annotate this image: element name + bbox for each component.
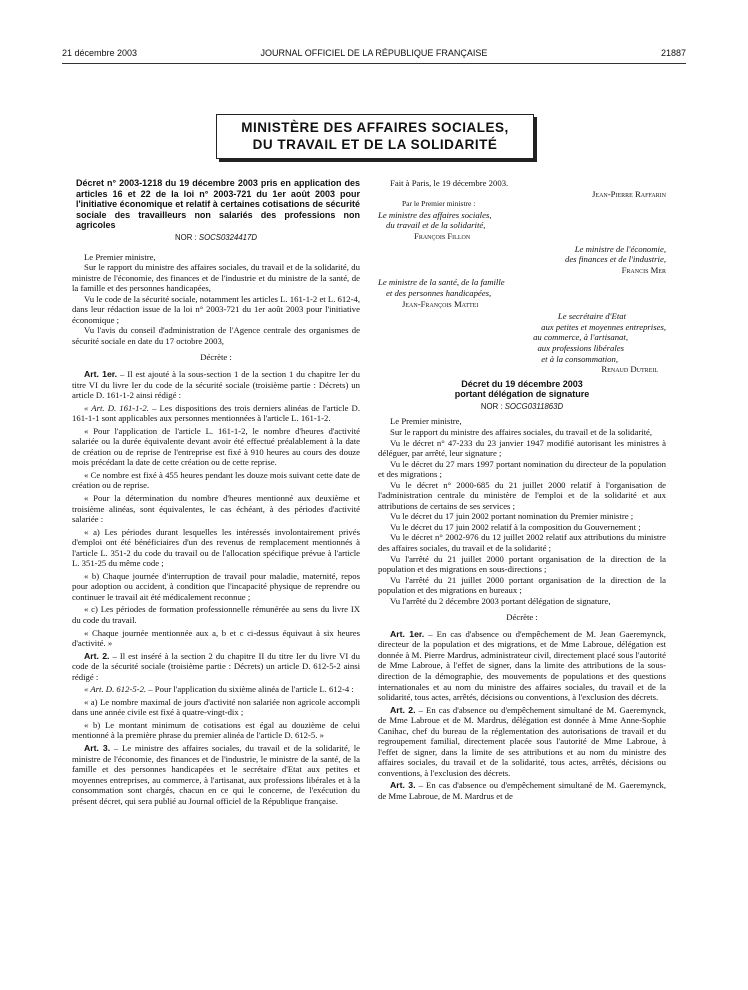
signature-sec-line4: aux professions libérales bbox=[537, 342, 624, 353]
decree1-nor-label: NOR : bbox=[175, 232, 197, 242]
signature-min-social-line1: Le ministre des affaires sociales, bbox=[378, 209, 492, 220]
header-page-number: 21887 bbox=[660, 48, 686, 58]
decree2-title-line-1: Décret du 19 décembre 2003 bbox=[461, 378, 583, 389]
signature-min-sante-name: Jean-François Mattei bbox=[402, 298, 479, 309]
decree1-art1-para: « c) Les périodes de formation professionnelle rémunérée au sens du livre IX du code du travail. bbox=[72, 604, 360, 626]
decree1-article-1 bbox=[72, 369, 360, 401]
article-text: – En cas d'absence ou d'empêchement simultané de M. Gaeremynck, de Mme Labroue et de M. Mardrus, délégation est donnée à Mme Anne-Sophie Canihac, chef du bureau de la réglementation des autorisations de travail et du regroupement familial, directement placée sous l'autorité de Mme Labroue, à l'effet de signer, dans la limite de ses attributions et au nom du ministre des affaires sociales, du travail et de la solidarité, tous actes, arrêtés, décisions ou conventions, à l'exclusion des décrets. bbox=[378, 704, 667, 778]
decree2-nor bbox=[378, 402, 666, 413]
quote-text: – Les dispositions des trois derniers alinéas de l'article D. 161-1-1 sont applicables aux personnes mentionnées à l'article L. 161-1-2. bbox=[72, 402, 360, 424]
signature-min-social-line2: du travail et de la solidarité, bbox=[386, 220, 486, 231]
article-label: Art. 2. bbox=[84, 650, 110, 661]
decree1-nor bbox=[72, 233, 360, 244]
article-label: Art. 2. bbox=[390, 704, 416, 715]
article-text: – Le ministre des affaires sociales, du travail et de la solidarité, le ministre de l'économie, des finances et de l'industrie, le ministre de la santé, de la famille et des personnes handicapées et le secrétaire d'Etat aux petites et moyennes entreprises, au commerce, à l'artisanat, aux professions libérales et à la consommation sont chargés, chacun en ce qui le concerne, de l'exécution du présent décret, qui sera publié au Journal officiel de la République française. bbox=[72, 743, 360, 806]
decree2-para: Vu le décret du 27 mars 1997 portant nomination du directeur de la population et des migrations ; bbox=[378, 458, 666, 480]
signature-min-sante-line2: et des personnes handicapées, bbox=[386, 287, 492, 298]
signature-min-sante-line1: Le ministre de la santé, de la famille bbox=[378, 277, 505, 288]
signature-min-eco-line2: des finances et de l'industrie, bbox=[564, 254, 666, 265]
decree1-nor-code: SOCS0324417D bbox=[198, 232, 257, 242]
decree2-para: Vu l'arrêté du 21 juillet 2000 portant organisation de la direction de la population et des migrations en sous-directions ; bbox=[378, 553, 666, 575]
decree2-title-line-2: portant délégation de signature bbox=[454, 389, 590, 400]
decree1-art2-para: « a) Le nombre maximal de jours d'activité non salariée non agricole accompli dans une année civile est fixé à quatre-vingt-dix ; bbox=[72, 696, 360, 718]
decree2-para: Vu le décret n° 2000-685 du 21 juillet 2000 relatif à l'organisation de l'administration centrale du ministère de l'emploi et de la solidarité et aux attributions de certains de ses services ; bbox=[378, 479, 666, 511]
signature-sec-line2: aux petites et moyennes entreprises, bbox=[541, 321, 666, 332]
article-label: Art. 1er. bbox=[390, 628, 425, 639]
decree1-article-2 bbox=[72, 651, 360, 683]
decree1-art2-para: « b) Le montant minimum de cotisations est égal au douzième de celui mentionné à la première phrase du premier alinéa de l'article D. 612-5. » bbox=[72, 719, 360, 741]
decree2-decrete: Décrète : bbox=[506, 612, 538, 623]
header-date: 21 décembre 2003 bbox=[62, 48, 138, 58]
decree2-article-3 bbox=[378, 780, 666, 801]
article-label: Art. 1er. bbox=[84, 368, 118, 379]
signature-min-eco-name: Francis Mer bbox=[621, 264, 666, 275]
left-column bbox=[72, 178, 360, 806]
header-journal-title: JOURNAL OFFICIEL DE LA RÉPUBLIQUE FRANÇAISE bbox=[260, 48, 488, 58]
decree2-para: Vu le décret n° 2002-976 du 12 juillet 2002 relatif aux attributions du ministre des affaires sociales, du travail et de la solidarité ; bbox=[378, 532, 666, 553]
decree2-para: Vu l'arrêté du 21 juillet 2000 portant organisation de la direction de la population et des migrations en bureaux ; bbox=[378, 574, 666, 596]
article-label: Art. 3. bbox=[84, 743, 111, 754]
signature-min-social-name: François Fillon bbox=[414, 230, 471, 241]
decree2-article-1 bbox=[378, 629, 666, 703]
right-column bbox=[378, 178, 666, 802]
ministry-title-line-1: MINISTÈRE DES AFFAIRES SOCIALES, bbox=[241, 120, 509, 135]
decree2-para: Vu l'arrêté du 2 décembre 2003 portant délégation de signature, bbox=[390, 595, 611, 606]
decree1-title: Décret n° 2003-1218 du 19 décembre 2003 pris en application des articles 16 et 22 de la loi n° 2003-721 du 1er août 2003 pour l'initiative économique et relatif à certaines cotisations de sécurité sociale des travailleurs non salariés des professions non agricoles bbox=[76, 178, 360, 231]
signatures-block bbox=[378, 178, 666, 375]
article-text: – En cas d'absence ou d'empêchement de M. Jean Gaeremynck, directeur de la population et des migrations, et de Mme Labroue, délégation est donnée à M. Pierre Mardrus, administrateur civil, directement placé sous l'autorité de Mme Labroue, à l'effet de signer, dans la limite des attributions de la sous-direction de la démographie, des mouvements de populations et des questions internationales et au nom du ministre des affaires sociales, du travail et de la solidarité, tous actes, arrêtés, décisions ou conventions, à l'exclusion des décrets. bbox=[378, 628, 666, 703]
decree1-art1-para: « Ce nombre est fixé à 455 heures pendant les douze mois suivant cette date de création ou de reprise. bbox=[72, 469, 360, 491]
decree1-decrete: Décrète : bbox=[200, 352, 232, 363]
signature-min-eco-line1: Le ministre de l'économie, bbox=[574, 243, 666, 254]
decree1-art1-para: « a) Les périodes durant lesquelles les intéressés involontairement privés d'emploi ont été bénéficiaires d'un des revenus de remplacement mentionnés à l'article L. 351-2 du code du travail ou de l'allocation spécifique prévue à l'article L. 351-25 du même code ; bbox=[72, 526, 360, 569]
decree2-para: Sur le rapport du ministre des affaires sociales, du travail et de la solidarité, bbox=[390, 426, 653, 437]
decree1-art1-para: « Pour la détermination du nombre d'heures mentionné aux deuxième et troisième alinéas, sont équivalentes, le cas échéant, à des périodes d'activité salariée : bbox=[72, 493, 360, 525]
decree2-nor-label: NOR : bbox=[480, 401, 503, 411]
decree1-para: Sur le rapport du ministre des affaires sociales, du travail et de la solidarité, du ministre de l'économie, des finances et de l'industrie et du ministre de la santé, de la famille et des personnes handicapées, bbox=[72, 262, 360, 294]
decree2-para: Vu le décret n° 47-233 du 23 janvier 1947 modifié autorisant les ministres à déléguer, par arrêté, leur signature ; bbox=[378, 437, 666, 459]
article-text: – Il est inséré à la section 2 du chapitre II du titre Ier du livre VI du code de la sécurité sociale (troisième partie : Décrets) un article D. 612-5-2 ainsi rédigé : bbox=[72, 650, 360, 682]
ministry-title-line-2: DU TRAVAIL ET DE LA SOLIDARITÉ bbox=[252, 137, 498, 152]
decree1-para: Vu l'avis du conseil d'administration de l'Agence centrale des organismes de sécurité sociale en date du 17 octobre 2003, bbox=[72, 325, 360, 346]
decree2-article-2 bbox=[378, 705, 666, 779]
decree1-para: Le Premier ministre, bbox=[84, 251, 156, 262]
header-rule bbox=[62, 63, 686, 64]
ministry-title-box bbox=[216, 114, 534, 159]
decree1-para: Vu le code de la sécurité sociale, notamment les articles L. 161-1-2 et L. 612-4, dans leur rédaction issue de la loi n° 2003-721 du 1er août 2003 pour l'initiative économique ; bbox=[72, 293, 360, 325]
decree1-art1-para: « Pour l'application de l'article L. 161-1-2, le nombre d'heures d'activité salariée ou la durée équivalente devant avoir été effectué préalablement à la date de création ou de reprise de l'entreprise est fixé à 910 heures au cours des douze mois précédant la date de cette création ou de cette reprise. bbox=[72, 425, 360, 468]
quote-lead: « Art. D. 161-1-2. bbox=[84, 402, 149, 413]
signature-sec-line1: Le secrétaire d'Etat bbox=[557, 311, 626, 322]
article-text: – Il est ajouté à la sous-section 1 de la section 1 du chapitre Ier du titre VI du livre Ier du code de la sécurité sociale (troisième partie : Décrets) un article D. 161-1-2 ainsi rédigé : bbox=[72, 368, 360, 401]
article-text: – En cas d'absence ou d'empêchement simultané de M. Gaeremynck, de Mme Labroue, de M. Mardrus et de bbox=[378, 780, 667, 802]
signature-par-pm: Par le Premier ministre : bbox=[402, 199, 476, 209]
decree2-nor-code: SOCG0311863D bbox=[504, 401, 564, 411]
quote-lead: « Art. D. 612-5-2. bbox=[84, 684, 147, 695]
decree1-article-2-quote bbox=[72, 684, 360, 695]
signature-sec-line5: et à la consommation, bbox=[541, 353, 618, 364]
decree1-article-3 bbox=[72, 743, 360, 806]
decree2-para: Vu le décret du 17 juin 2002 relatif à la composition du Gouvernement ; bbox=[390, 521, 641, 532]
quote-text: – Pour l'application du sixième alinéa de l'article L. 612-4 : bbox=[146, 684, 354, 695]
page-header bbox=[62, 48, 686, 62]
signature-pm-name: Jean-Pierre Raffarin bbox=[592, 188, 666, 199]
decree2-para: Vu le décret du 17 juin 2002 portant nomination du Premier ministre ; bbox=[390, 511, 634, 522]
decree1-article-1-quote bbox=[72, 403, 360, 424]
article-label: Art. 3. bbox=[390, 780, 416, 791]
signature-sec-line3: au commerce, à l'artisanat, bbox=[533, 332, 628, 343]
decree1-art1-para: « b) Chaque journée d'interruption de travail pour maladie, maternité, repos pour adoption ou accident, à condition que l'incapacité physique de reprendre ou continuer le travail ait été médicalement reconnue ; bbox=[72, 570, 360, 602]
decree1-art1-para: « Chaque journée mentionnée aux a, b et c ci-dessus équivaut à six heures d'activité. » bbox=[72, 627, 360, 649]
signature-sec-name: Renaud Dutreil bbox=[601, 364, 658, 375]
decree2-para: Le Premier ministre, bbox=[390, 416, 462, 427]
signature-place-date: Fait à Paris, le 19 décembre 2003. bbox=[390, 178, 509, 188]
